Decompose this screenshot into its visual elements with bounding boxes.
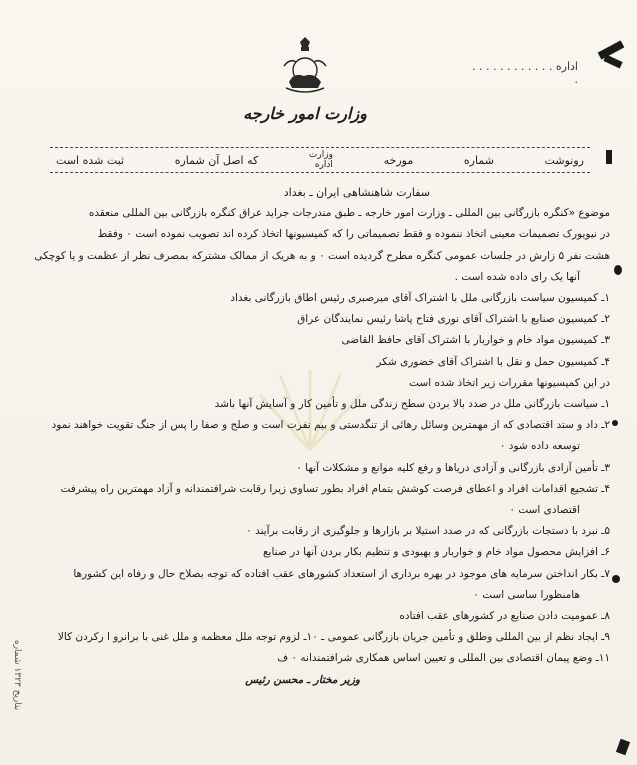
signature: وزیر مختار ـ محسن رئیس <box>245 673 360 686</box>
decision-item: توسعه داده شود ۰ <box>499 440 580 453</box>
department-label: اداره <box>314 160 333 170</box>
decision-item: ۷ـ بکار انداختن سرمایه های موجود در بهره برداری از استعداد کشورهای عقب افتاده که توجه بصلاح حال و رفاه این کشورها <box>73 567 610 580</box>
record-no-label: رونوشت <box>544 153 584 167</box>
number-label: شماره <box>463 153 494 167</box>
letter-body <box>18 182 610 691</box>
binder-mark <box>616 739 630 756</box>
binder-mark <box>612 420 618 426</box>
decision-item: ۲ـ داد و ستد اقتصادی که از مهمترین وسائل رهائی از تنگدستی و بیم نفرت است و صلح و صفا را پس از جنگ تقویت خواهند نمود <box>51 419 610 432</box>
commission-item: ۱ـ کمیسیون سیاست بازرگانی ملل با اشتراک آقای میرصبری رئیس اطاق بازرگانی بغداد <box>230 292 610 305</box>
intro-line: در نیویورک تصمیمات معینی اتخاذ ننموده و فقط تصمیماتی را که کمیسیونها اتخاذ کرده اند تصویب نموده است ۰ وفقط <box>97 228 610 241</box>
decision-item: ۹ـ ایجاد نظم از بین المللی وطلق و تأمین جریان بازرگانی عمومی ـ ۱۰ـ لزوم توجه ملل معظمه و ملل غنی با برانرو ا رکردن کالا <box>57 631 610 644</box>
decision-item: ۴ـ تشجیع اقدامات افراد و اعطای فرصت کوشش بتمام افراد بطور تساوی زیرا رقابت شرافتمندانه و آزاد مهمترین راه پیشرفت <box>60 482 610 495</box>
intro-line: موضوع «کنگره بازرگانی بین المللی ـ وزارت امور خارجه ـ طبق مندرجات جراید عراق کنگره بازرگانی بین المللی منعقده <box>88 207 610 220</box>
ministry-label: وزارت <box>308 150 333 160</box>
decision-item: ۸ـ عمومیت دادن صنایع در کشورهای عقب افتاده <box>399 610 610 623</box>
ministry-department-stack <box>309 150 333 170</box>
original-ref-label: که اصل آن شماره <box>174 153 259 167</box>
commission-item: ۳ـ کمیسیون مواد خام و خواربار با اشتراک آقای حافظ القاضی <box>341 334 610 347</box>
decision-item: اقتصادی است ۰ <box>509 504 580 517</box>
binder-mark <box>612 575 620 583</box>
ministry-title: وزارت امور خارجه <box>243 104 367 123</box>
decision-item: ۶ـ افزایش محصول مواد خام و خواربار و بهبودی و تنظیم بکار بردن آنها در صنایع <box>262 546 610 559</box>
intro-line: آنها یک رای داده شده است . <box>454 270 580 283</box>
decision-item: ۱۱ـ وضع پیمان اقتصادی بین المللی و تعیین اساس همکاری شرافتمندانه ۰ ف <box>277 652 610 665</box>
binder-mark <box>614 265 622 275</box>
decision-item: ۳ـ تأمین آزادی بازرگانی و آزادی دریاها و رفع کلیه موانع و مشکلات آنها ۰ <box>296 461 610 474</box>
margin-note: بتاریخ ۱۳۲۳ شماره <box>12 639 22 710</box>
binder-mark <box>603 55 622 69</box>
decisions-intro: در این کمیسیونها مقررات زیر اتخاذ شده است <box>409 376 610 389</box>
decision-item: ۱ـ سیاست بازرگانی ملل در صدد بالا بردن سطح زندگی ملل و تأمین کار و آسایش آنها باشد <box>214 398 610 411</box>
department-field: اداره . . . . . . . . . . . . . <box>471 60 578 86</box>
commission-item: ۴ـ کمیسیون حمل و نقل با اشتراک آقای خضوری شکر <box>376 355 610 368</box>
intro-line: هشت نفر ۵ زارش در جلسات عمومی کنگره مطرح گردیده است ۰ و به هریک از ممالک مشترکه بمصرف نظر از عظمت و یا کوچکی <box>34 249 610 262</box>
decision-item: ۵ـ نبرد با دستجات بازرگانی که در صدد استیلا بر بازارها و جلوگیری از رقابت برآیند ۰ <box>246 525 610 538</box>
lion-and-sun-emblem-icon <box>280 36 330 98</box>
binder-mark <box>606 150 612 164</box>
document-header-row <box>50 147 590 173</box>
addressee: سفارت شاهنشاهی ایران ـ بغداد <box>283 186 430 199</box>
registered-label: ثبت شده است <box>56 153 125 167</box>
dated-label: مورخه <box>383 153 414 167</box>
decision-item: هامنظورا ساسی است ۰ <box>473 588 580 601</box>
commission-item: ۲ـ کمیسیون صنایع با اشتراک آقای نوری فتاح پاشا رئیس نمایندگان عراق <box>297 313 610 326</box>
